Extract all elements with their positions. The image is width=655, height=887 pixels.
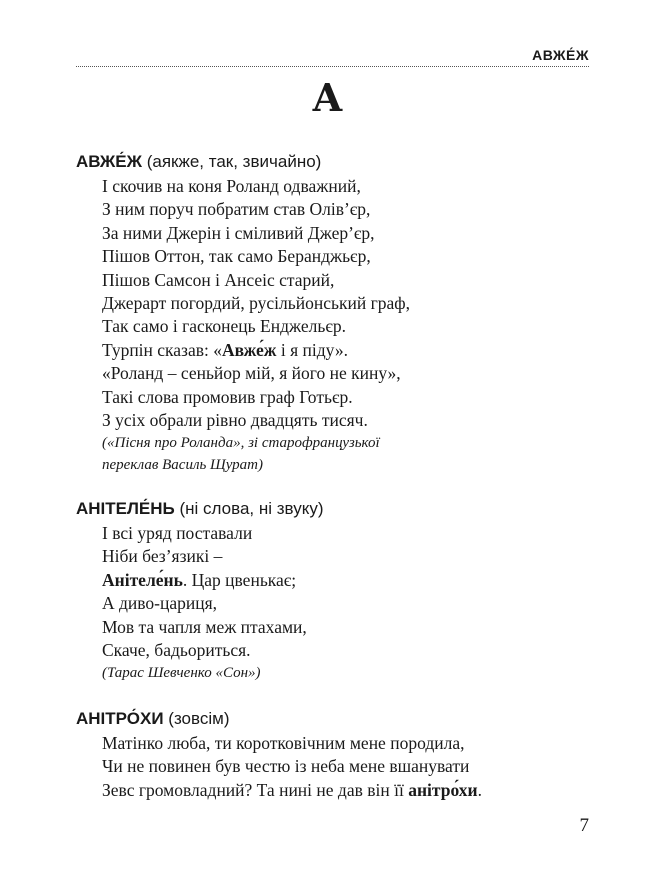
verse-line: Пішов Оттон, так само Беранджьєр,	[102, 246, 371, 267]
running-head: АВЖЕ́Ж	[532, 47, 589, 63]
headword-in-quote: Анітеле́нь	[102, 569, 183, 590]
verse-text: Зевс громовладний? Та нині не дав він її	[102, 779, 409, 800]
dictionary-entry	[76, 708, 596, 802]
verse-line: Матінко люба, ти коротковічним мене породила,	[102, 733, 465, 753]
verse-quote	[76, 175, 596, 432]
verse-line: З усіх обрали рівно двадцять тисяч.	[102, 410, 368, 431]
verse-line	[102, 339, 596, 362]
verse-line	[102, 569, 596, 592]
quote-source: (Тарас Шевченко «Сон»)	[102, 665, 261, 682]
headword: АНІТРО́ХИ	[76, 709, 164, 728]
verse-text: і я піду».	[276, 339, 348, 360]
verse-line: Так само і гасконець Енджельєр.	[102, 316, 346, 337]
headword-in-quote: анітро́хи	[408, 779, 478, 800]
verse-line: А диво-цариця,	[102, 593, 218, 614]
verse-line: І всі уряд поставали	[102, 523, 253, 543]
header-dotted-rule	[76, 66, 589, 67]
verse-text: .	[477, 779, 482, 800]
verse-quote	[76, 522, 596, 662]
verse-line: І скочив на коня Роланд одважний,	[102, 176, 361, 196]
verse-text: . Цар цвенькає;	[182, 569, 297, 590]
headword: АВЖЕ́Ж	[76, 152, 142, 171]
verse-line: Пішов Самсон і Ансеіс старий,	[102, 269, 335, 290]
verse-line: Скаче, бадьориться.	[102, 640, 251, 661]
verse-quote	[76, 732, 596, 802]
verse-line: «Роланд – сеньйор мій, я його не кину»,	[102, 363, 401, 384]
verse-line: З ним поруч побратим став Олів’єр,	[102, 199, 371, 220]
verse-line: Чи не повинен був честю із неба мене вшанувати	[102, 756, 470, 777]
dictionary-entry	[76, 498, 596, 684]
section-letter: А	[312, 75, 343, 120]
quote-source: переклав Василь Щурат)	[102, 457, 263, 474]
headword-gloss: (аякже, так, звичайно)	[146, 152, 322, 171]
quote-source: («Пісня про Роланда», зі старофранцузької	[102, 435, 380, 452]
headword: АНІТЕЛЕ́НЬ	[76, 499, 175, 518]
verse-line: За ними Джерін і сміливий Джер’єр,	[102, 222, 375, 243]
headword-line	[76, 151, 596, 173]
verse-line: Мов та чапля меж птахами,	[102, 616, 307, 637]
headword-in-quote: Авже́ж	[222, 339, 277, 360]
verse-text: Турпін сказав: «	[102, 339, 222, 360]
headword-gloss: (зовсім)	[168, 709, 230, 728]
verse-line: Ніби без’язикі –	[102, 546, 223, 567]
verse-line: Джерарт погордий, русільйонський граф,	[102, 293, 410, 314]
dictionary-entry	[76, 151, 596, 476]
verse-line: Такі слова промовив граф Готьєр.	[102, 386, 353, 407]
page-number: 7	[579, 815, 589, 836]
headword-line	[76, 498, 596, 520]
verse-line	[102, 779, 596, 802]
headword-gloss: (ні слова, ні звуку)	[179, 499, 324, 518]
headword-line	[76, 708, 596, 730]
